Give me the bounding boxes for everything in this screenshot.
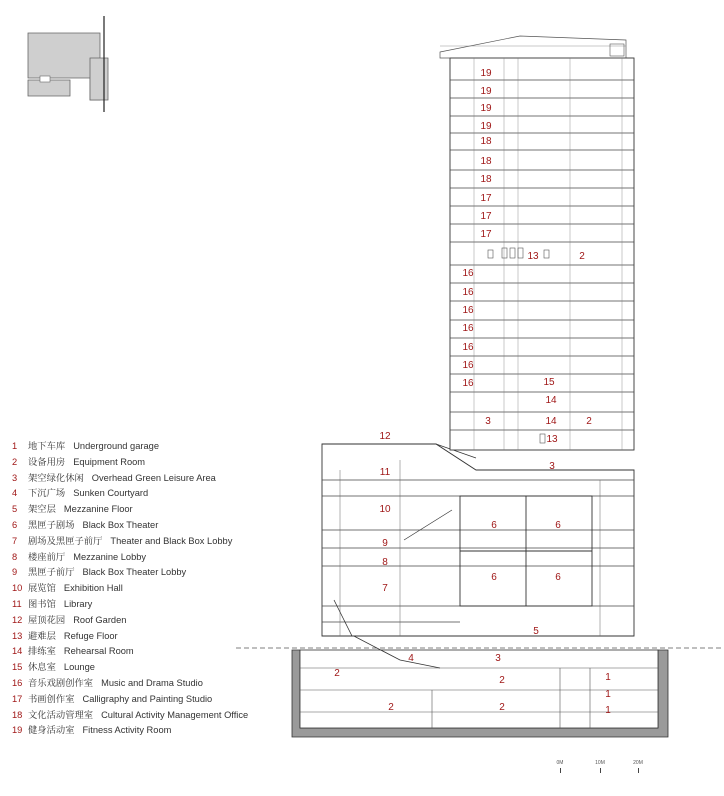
legend-english-label: Library [63, 598, 93, 609]
room-label: 10 [379, 504, 391, 515]
room-label: 18 [480, 156, 492, 167]
legend-english-label: Lounge [63, 662, 95, 673]
room-label: 19 [480, 121, 492, 132]
legend-item [12, 676, 312, 692]
legend-english-label: Underground garage [73, 441, 160, 451]
room-label: 16 [462, 323, 474, 334]
legend-chinese-label: 架空层 [28, 504, 56, 515]
room-label: 7 [382, 583, 388, 594]
legend-english-label: Mezzanine Lobby [73, 551, 147, 562]
legend-chinese-label: 剧场及黑匣子前厅 [28, 535, 103, 546]
key-plan [28, 16, 108, 112]
room-label: 19 [480, 103, 492, 114]
legend-english-label: Refuge Floor [63, 630, 118, 641]
room-label: 4 [408, 653, 414, 664]
legend-english-label: Calligraphy and Painting Studio [82, 693, 213, 704]
legend-item [12, 439, 312, 455]
legend-number: 17 [12, 693, 23, 704]
legend-item [12, 486, 312, 502]
legend-number: 6 [12, 519, 18, 530]
legend-chinese-label: 排练室 [28, 646, 56, 657]
legend-chinese-label: 健身活动室 [28, 725, 75, 736]
room-label: 15 [543, 377, 555, 388]
legend-chinese-label: 音乐戏剧创作室 [28, 677, 94, 688]
legend-number: 14 [12, 646, 23, 657]
room-label: 9 [382, 538, 388, 549]
legend-number: 2 [12, 456, 18, 467]
legend-item [12, 534, 312, 550]
room-label: 17 [480, 229, 492, 240]
legend-number: 11 [12, 598, 22, 609]
legend-number: 12 [12, 614, 23, 625]
legend-english-label: Mezzanine Floor [63, 504, 133, 515]
legend-item [12, 723, 312, 739]
room-label: 14 [545, 416, 557, 427]
room-label: 12 [379, 431, 391, 442]
legend-number: 16 [12, 677, 23, 688]
legend-item [12, 565, 312, 581]
room-label: 16 [462, 268, 474, 279]
legend-number: 15 [12, 662, 23, 673]
room-label: 2 [388, 702, 394, 713]
room-label: 8 [382, 557, 388, 568]
room-label: 17 [480, 193, 492, 204]
room-label: 19 [480, 86, 492, 97]
room-label: 2 [499, 702, 505, 713]
legend-english-label: Exhibition Hall [63, 583, 123, 594]
legend-item [12, 471, 312, 487]
legend-number: 9 [12, 567, 18, 578]
legend-item [12, 550, 312, 566]
legend-item [12, 502, 312, 518]
room-label: 17 [480, 211, 492, 222]
legend-number: 7 [12, 535, 18, 546]
legend-english-label: Sunken Courtyard [73, 488, 149, 499]
room-label: 18 [480, 136, 492, 147]
legend-english-label: Cultural Activity Management Office [101, 709, 249, 720]
legend-number: 13 [12, 630, 23, 641]
scale-label: 10M [595, 760, 605, 766]
legend-chinese-label: 书画创作室 [28, 693, 75, 704]
room-label: 16 [462, 360, 474, 371]
room-label: 16 [462, 305, 474, 316]
legend-number: 10 [12, 583, 23, 594]
legend-item [12, 644, 312, 660]
legend-chinese-label: 避难层 [28, 630, 56, 641]
scale-label: 0M [556, 760, 564, 766]
legend-chinese-label: 展览馆 [28, 583, 56, 594]
legend-item [12, 581, 312, 597]
legend-english-label: Black Box Theater [82, 519, 159, 530]
legend-chinese-label: 休息室 [28, 662, 56, 673]
scale-bar [556, 760, 656, 780]
legend-number: 19 [12, 725, 23, 736]
legend-chinese-label: 图书馆 [28, 598, 56, 609]
legend-item [12, 455, 312, 471]
legend-english-label: Black Box Theater Lobby [82, 567, 187, 578]
legend-english-label: Theater and Black Box Lobby [110, 535, 233, 546]
legend-item [12, 660, 312, 676]
legend-english-label: Overhead Green Leisure Area [91, 472, 216, 483]
legend-number: 1 [12, 441, 18, 451]
legend-number: 18 [12, 709, 23, 720]
room-label: 6 [555, 572, 561, 583]
room-label: 2 [499, 675, 505, 686]
legend-chinese-label: 设备用房 [28, 456, 66, 467]
room-label: 3 [495, 653, 501, 664]
legend-chinese-label: 楼座前厅 [28, 551, 66, 562]
legend-item [12, 708, 312, 724]
room-label: 16 [462, 342, 474, 353]
legend-item [12, 629, 312, 645]
legend-english-label: Equipment Room [73, 456, 146, 467]
room-label: 3 [549, 461, 555, 472]
room-label: 2 [586, 416, 592, 427]
room-label: 19 [480, 68, 492, 79]
room-label: 3 [485, 416, 491, 427]
legend-chinese-label: 地下车库 [28, 441, 66, 451]
room-label: 11 [379, 467, 391, 478]
legend-english-label: Rehearsal Room [63, 646, 134, 657]
legend-chinese-label: 黑匣子剧场 [28, 519, 75, 530]
legend-chinese-label: 屋顶花园 [28, 614, 66, 625]
legend [12, 439, 312, 739]
room-label: 6 [491, 520, 497, 531]
legend-english-label: Music and Drama Studio [101, 677, 203, 688]
legend-number: 5 [12, 504, 18, 515]
room-label: 13 [527, 251, 539, 262]
room-label: 1 [605, 689, 611, 700]
legend-chinese-label: 文化活动管理室 [28, 709, 94, 720]
legend-item [12, 692, 312, 708]
scale-label: 20M [633, 760, 643, 766]
room-label: 13 [546, 434, 558, 445]
room-label: 6 [555, 520, 561, 531]
legend-item [12, 597, 312, 613]
room-label: 16 [462, 287, 474, 298]
legend-chinese-label: 黑匣子前厅 [28, 567, 75, 578]
legend-english-label: Roof Garden [73, 614, 127, 625]
legend-number: 3 [12, 472, 18, 483]
legend-number: 8 [12, 551, 18, 562]
room-label: 1 [605, 705, 611, 716]
room-label: 2 [334, 668, 340, 679]
legend-item [12, 518, 312, 534]
room-label: 16 [462, 378, 474, 389]
room-label: 18 [480, 174, 492, 185]
legend-number: 4 [12, 488, 18, 499]
legend-chinese-label: 架空绿化休闲 [28, 472, 84, 483]
room-label: 2 [579, 251, 585, 262]
room-label: 1 [605, 672, 611, 683]
legend-chinese-label: 下沉广场 [28, 488, 66, 499]
room-label: 5 [533, 626, 539, 637]
legend-item [12, 613, 312, 629]
room-label: 14 [545, 395, 557, 406]
legend-english-label: Fitness Activity Room [82, 725, 172, 736]
room-label: 6 [491, 572, 497, 583]
